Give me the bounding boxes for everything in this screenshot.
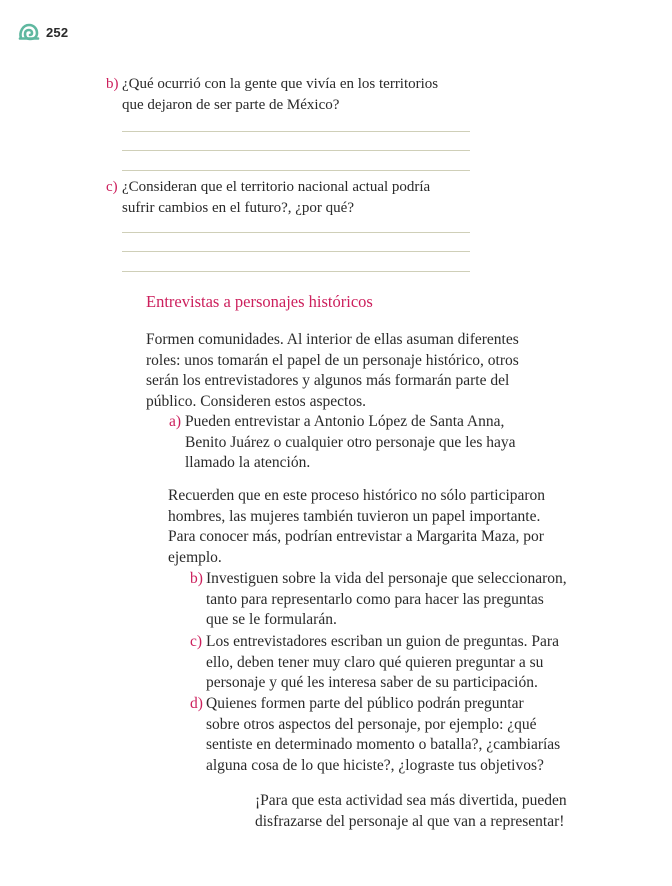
list-item-line: Benito Juárez o cualquier otro personaje que les haya: [185, 433, 516, 451]
list-item-line: sentiste en determinado momento o batalla?, ¿cambiarías: [206, 736, 561, 753]
question-text-line: sufrir cambios en el futuro?, ¿por qué?: [122, 200, 354, 216]
list-item-line: tanto para representarlo como para hacer las preguntas: [206, 590, 544, 608]
list-item-letter: b): [190, 570, 203, 587]
answer-line[interactable]: [122, 150, 470, 151]
list-item-line: Pueden entrevistar a Antonio López de Santa Anna,: [185, 413, 505, 430]
list-item-line: Los entrevistadores escriban un guion de preguntas. Para: [206, 633, 559, 650]
question-letter: c): [106, 179, 118, 195]
paragraph-line: ejemplo.: [168, 548, 222, 566]
list-item-line: sobre otros aspectos del personaje, por ejemplo: ¿qué: [206, 715, 537, 733]
paragraph-line: Formen comunidades. Al interior de ellas asuman diferentes: [146, 331, 519, 348]
note-paragraph: [168, 486, 545, 568]
intro-paragraph: [146, 330, 519, 412]
paragraph-line: roles: unos tomarán el papel de un personaje histórico, otros: [146, 351, 519, 369]
closing-note: [255, 791, 567, 832]
question-letter: b): [106, 76, 119, 92]
answer-line[interactable]: [122, 271, 470, 272]
list-item-line: Quienes formen parte del público podrán preguntar: [206, 695, 524, 712]
question-text-line: ¿Qué ocurrió con la gente que vivía en los territorios: [122, 76, 439, 92]
list-item-letter: c): [190, 633, 203, 650]
list-item-line: Investiguen sobre la vida del personaje que seleccionaron,: [206, 570, 567, 587]
spiral-snail-icon: [18, 21, 40, 43]
answer-line[interactable]: [122, 170, 470, 171]
question-text-line: ¿Consideran que el territorio nacional actual podría: [122, 179, 431, 195]
list-item-a: [169, 412, 516, 474]
question-c: [106, 177, 431, 219]
list-item-line: personaje y qué les interesa saber de su participación.: [206, 674, 538, 691]
paragraph-line: Para conocer más, podrían entrevistar a Margarita Maza, por: [168, 528, 544, 545]
section-title: Entrevistas a personajes históricos: [146, 292, 373, 311]
list-item-b: [190, 569, 567, 631]
paragraph-line: serán los entrevistadores y algunos más formarán parte del: [146, 372, 510, 389]
answer-line[interactable]: [122, 131, 470, 132]
list-item-line: llamado la atención.: [185, 454, 311, 471]
paragraph-line: ¡Para que esta actividad sea más divertida, pueden: [255, 792, 567, 809]
page-header: [18, 20, 68, 44]
paragraph-line: público. Consideren estos aspectos.: [146, 392, 366, 410]
list-item-line: que se le formularán.: [206, 611, 337, 628]
list-item-d: [190, 694, 561, 776]
page-number: 252: [46, 24, 69, 40]
paragraph-line: Recuerden que en este proceso histórico no sólo participaron: [168, 487, 546, 504]
paragraph-line: disfrazarse del personaje al que van a representar!: [255, 812, 565, 830]
answer-line[interactable]: [122, 251, 470, 252]
list-item-line: ello, deben tener muy claro qué quieren preguntar a su: [206, 653, 544, 671]
list-item-line: alguna cosa de lo que hiciste?, ¿lograste tus objetivos?: [206, 756, 544, 774]
answer-line[interactable]: [122, 232, 470, 233]
question-b: [106, 74, 439, 116]
paragraph-line: hombres, las mujeres también tuvieron un papel importante.: [168, 507, 541, 525]
list-item-letter: d): [190, 695, 203, 712]
list-item-c: [190, 632, 559, 694]
question-text-line: que dejaron de ser parte de México?: [122, 97, 340, 113]
list-item-letter: a): [169, 413, 182, 430]
